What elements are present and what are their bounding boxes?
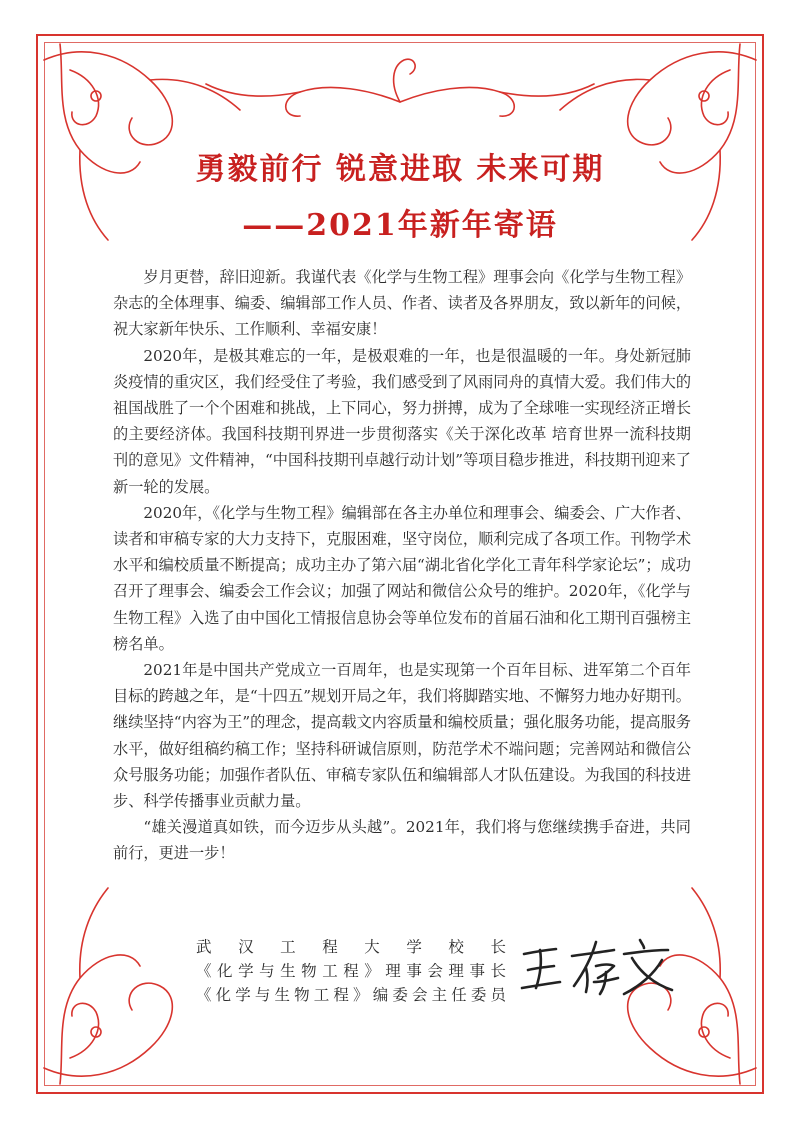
- letter-body: [113, 264, 691, 867]
- paragraph-4: 2021年是中国共产党成立一百周年，也是实现第一个百年目标、进军第二个百年目标的跨越之年，是“十四五”规划开局之年，我们将脚踏实地、不懈努力地办好期刊。继续坚持“内容为王”的理念，提高载文内容质量和编校质量；强化服务功能，提高服务水平，做好组稿约稿工作；坚持科研诚信原则，防范学术不端问题；完善网站和微信公众号服务功能；加强作者队伍、审稿专家队伍和编辑部人才队伍建设。为我国的科技进步、科学传播事业贡献力量。: [113, 661, 691, 811]
- signature-title-council-chair: 《化学与生物工程》理事会理事长: [196, 962, 506, 980]
- page-subtitle: ——2021年新年寄语: [242, 208, 558, 243]
- paragraph-3: 2020年，《化学与生物工程》编辑部在各主办单位和理事会、编委会、广大作者、读者和审稿专家的大力支持下，克服困难，坚守岗位，顺利完成了各项工作。刊物学术水平和编校质量不断提高；成功主办了第六届“湖北省化学化工青年科学家论坛”；成功召开了理事会、编委会工作会议；加强了网站和微信公众号的维护。2020年，《化学与生物工程》入选了由中国化工情报信息协会等单位发布的首届石油和化工期刊百强榜主榜名单。: [113, 503, 691, 653]
- signature-titles: [196, 935, 506, 1007]
- signature-title-president: 武汉工程大学校长: [196, 938, 506, 956]
- page-title: 勇毅前行 锐意进取 未来可期: [195, 152, 605, 187]
- top-center-scroll-ornament: [206, 59, 594, 116]
- paragraph-1: 岁月更替，辞旧迎新。我谨代表《化学与生物工程》理事会向《化学与生物工程》杂志的全体理事、编委、编辑部工作人员、作者、读者及各界朋友，致以新年的问候，祝大家新年快乐、工作顺利、幸福安康！: [113, 268, 691, 339]
- signature-title-editorial-director: 《化学与生物工程》编委会主任委员: [196, 986, 506, 1004]
- paragraph-5: “雄关漫道真如铁，而今迈步从头越”。2021年，我们将与您继续携手奋进，共同前行，更进一步！: [113, 818, 691, 863]
- bottom-left-scroll-ornament: [44, 888, 172, 1084]
- paragraph-2: 2020年，是极其难忘的一年，是极艰难的一年，也是很温暖的一年。身处新冠肺炎疫情的重灾区，我们经受住了考验，我们感受到了风雨同舟的真情大爱。我们伟大的祖国战胜了一个个困难和挑战，上下同心，努力拼搏，成为了全球唯一实现经济正增长的主要经济体。我国科技期刊界进一步贯彻落实《关于深化改革 培育世界一流科技期刊的意见》文件精神，“中国科技期刊卓越行动计划”等项目稳步推进，科技期刊迎来了新一轮的发展。: [113, 346, 691, 496]
- handwritten-signature: [516, 932, 676, 1002]
